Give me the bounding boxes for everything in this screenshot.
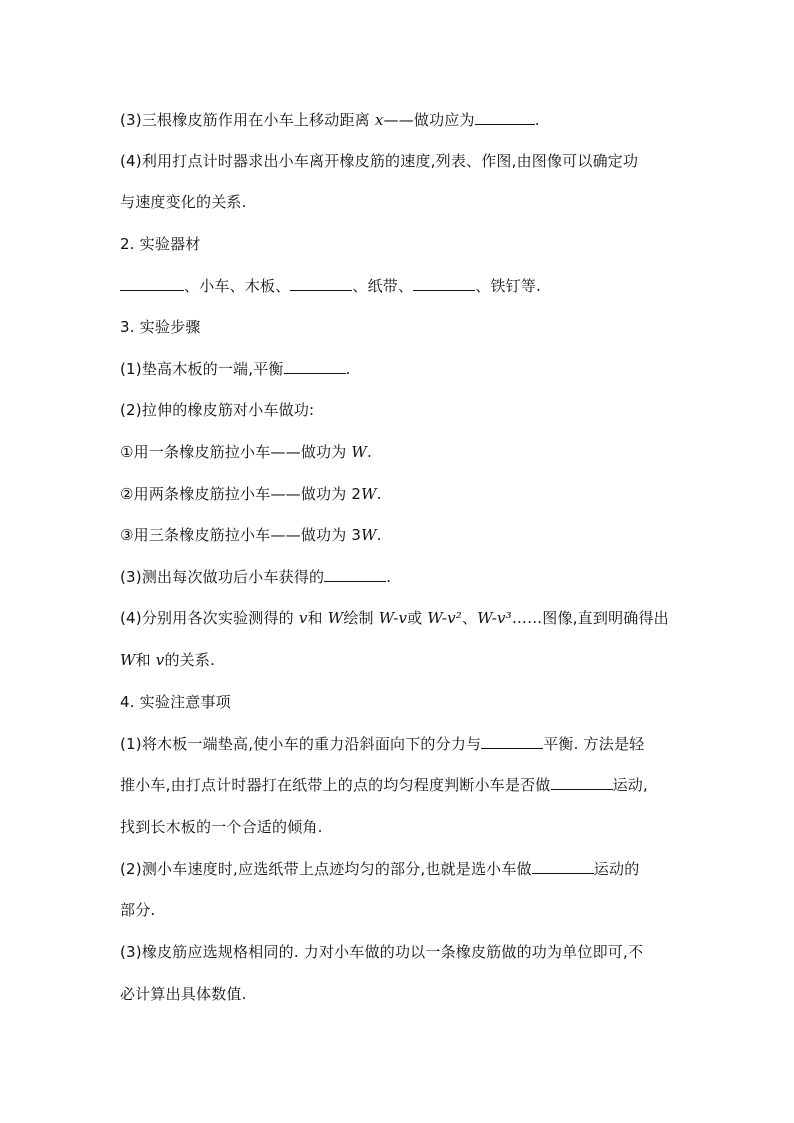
line-text: 和 xyxy=(135,651,156,669)
answer-blank[interactable] xyxy=(475,110,535,125)
note-1-end xyxy=(120,817,684,837)
variable-w: W xyxy=(361,526,377,544)
line-text: 运动的 xyxy=(593,860,640,878)
note-2-end xyxy=(120,900,684,920)
section-heading-equipment xyxy=(120,234,684,254)
line-text: 和 xyxy=(307,609,328,627)
line-text: 与速度变化的关系. xyxy=(120,193,247,211)
text-line-4-timer xyxy=(120,151,684,171)
section-heading-notes xyxy=(120,692,684,712)
line-text: 找到长木板的一个合适的倾角. xyxy=(120,818,323,836)
line-text: (4)分别用各次实验测得的 xyxy=(120,609,299,627)
formula-w-v2: W-v² xyxy=(427,609,463,627)
text-line-relation xyxy=(120,192,684,212)
line-text: 推小车,由打点计时器打在纸带上的点的均匀程度判断小车是否做 xyxy=(120,776,551,794)
step-2-sub-2 xyxy=(120,484,684,504)
line-text: ①用一条橡皮筋拉小车——做功为 xyxy=(120,443,352,461)
step-2-line xyxy=(120,400,684,420)
note-3-line xyxy=(120,942,684,962)
heading-text: 4. 实验注意事项 xyxy=(120,693,231,711)
answer-blank[interactable] xyxy=(481,734,543,749)
line-text: . xyxy=(367,443,373,461)
line-text: (3)三根橡皮筋作用在小车上移动距离 xyxy=(120,111,375,129)
note-2-line xyxy=(120,859,684,879)
answer-blank[interactable] xyxy=(284,359,346,374)
line-text: 、铁钉等. xyxy=(475,277,541,295)
line-text: 或 xyxy=(407,609,428,627)
line-text: 、小车、木板、 xyxy=(184,277,291,295)
variable-w: W xyxy=(120,651,136,669)
answer-blank[interactable] xyxy=(551,775,613,790)
step-1-line xyxy=(120,359,684,379)
line-text: ②用两条橡皮筋拉小车——做功为 2 xyxy=(120,485,362,503)
note-1-line xyxy=(120,734,684,754)
line-text: (3)橡皮筋应选规格相同的. 力对小车做的功以一条橡皮筋做的功为单位即可,不 xyxy=(120,943,644,961)
line-text: 必计算出具体数值. xyxy=(120,985,247,1003)
step-4-continuation xyxy=(120,650,684,670)
line-text: . xyxy=(376,485,382,503)
variable-w: W xyxy=(351,443,368,461)
line-text: 运动, xyxy=(612,776,648,794)
line-text: . xyxy=(345,360,351,378)
line-text: ——做功应为 xyxy=(383,111,475,129)
line-text: . xyxy=(386,568,392,586)
line-text: . xyxy=(534,111,540,129)
line-text: 绘制 xyxy=(343,609,379,627)
answer-blank[interactable] xyxy=(290,276,352,291)
note-3-end xyxy=(120,984,684,1004)
variable-w: W xyxy=(361,485,377,503)
line-text: 、纸带、 xyxy=(352,277,414,295)
line-text: 部分. xyxy=(120,901,156,919)
step-2-sub-3 xyxy=(120,525,684,545)
variable-w: W xyxy=(327,609,344,627)
line-text: . xyxy=(376,526,382,544)
step-2-sub-1 xyxy=(120,442,684,462)
variable-x: x xyxy=(374,111,384,129)
line-text: 平衡. 方法是轻 xyxy=(543,735,645,753)
line-text: ③用三条橡皮筋拉小车——做功为 3 xyxy=(120,526,362,544)
line-text: 、 xyxy=(462,609,478,627)
heading-text: 2. 实验器材 xyxy=(120,235,201,253)
heading-text: 3. 实验步骤 xyxy=(120,318,201,336)
equipment-line xyxy=(120,276,684,296)
text-line-3-three-bands xyxy=(120,110,684,130)
answer-blank[interactable] xyxy=(532,859,594,874)
line-text: ……图像,直到明确得出 xyxy=(511,609,669,627)
line-text: (1)将木板一端垫高,使小车的重力沿斜面向下的分力与 xyxy=(120,735,482,753)
line-text: (4)利用打点计时器求出小车离开橡皮筋的速度,列表、作图,由图像可以确定功 xyxy=(120,152,639,170)
variable-v: v xyxy=(155,651,165,669)
step-4-line xyxy=(120,608,684,628)
variable-v: v xyxy=(298,609,308,627)
answer-blank[interactable] xyxy=(120,276,184,291)
formula-w-v3: W-v³ xyxy=(477,609,512,627)
answer-blank[interactable] xyxy=(413,276,475,291)
line-text: (2)拉伸的橡皮筋对小车做功: xyxy=(120,401,315,419)
formula-w-v: W-v xyxy=(378,609,408,627)
line-text: (1)垫高木板的一端,平衡 xyxy=(120,360,284,378)
section-heading-steps xyxy=(120,317,684,337)
line-text: (2)测小车速度时,应选纸带上点迹均匀的部分,也就是选小车做 xyxy=(120,860,532,878)
answer-blank[interactable] xyxy=(324,567,386,582)
note-1-continuation xyxy=(120,775,684,795)
line-text: (3)测出每次做功后小车获得的 xyxy=(120,568,325,586)
line-text: 的关系. xyxy=(164,651,216,669)
step-3-line xyxy=(120,567,684,587)
